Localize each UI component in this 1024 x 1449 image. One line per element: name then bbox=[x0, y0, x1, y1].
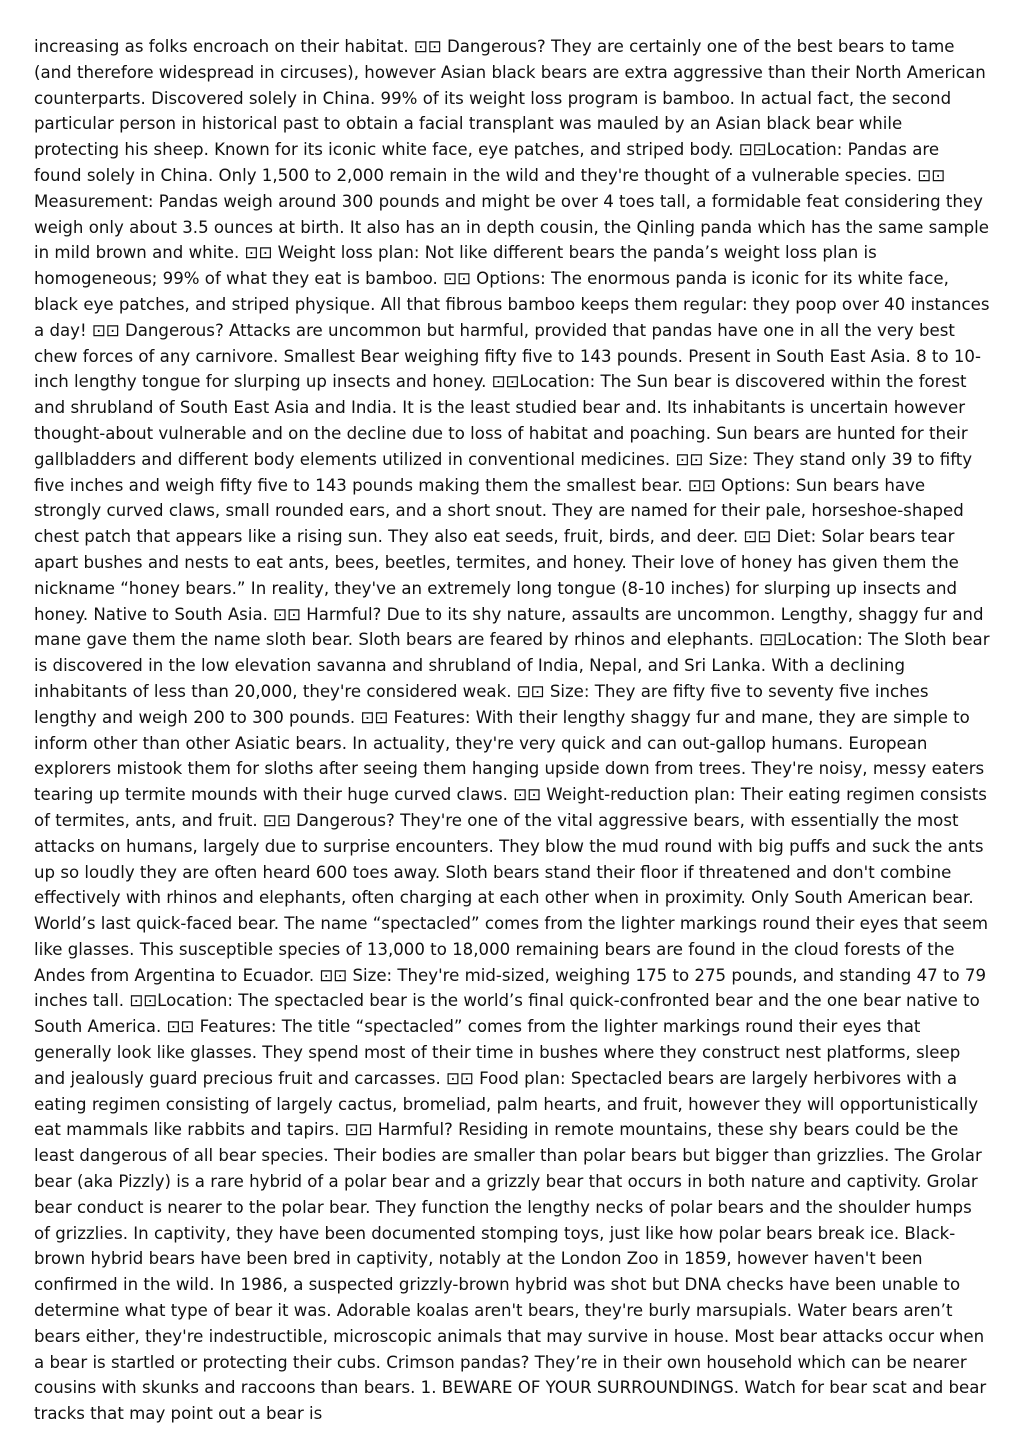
body-paragraph: increasing as folks encroach on their habitat. ⊡⊡ Dangerous? They are certainly one of the best bears to tame (and therefore widespread in circuses), however Asian black bears are extra aggressive than their North American counterparts. Discovered solely in China. 99% of its weight loss program is bamboo. In actual fact, the second particular person in historical past to obtain a facial transplant was mauled by an Asian black bear while protecting his sheep. Known for its iconic white face, eye patches, and striped body. ⊡⊡Location: Pandas are found solely in China. Only 1,500 to 2,000 remain in the wild and they're thought of a vulnerable species. ⊡⊡ Measurement: Pandas weigh around 300 pounds and might be over 4 toes tall, a formidable feat considering they weigh only about 3.5 ounces at birth. It also has an in depth cousin, the Qinling panda which has the same sample in mild brown and white. ⊡⊡ Weight loss plan: Not like different bears the panda’s weight loss plan is homogeneous; 99% of what they eat is bamboo. ⊡⊡ Options: The enormous panda is iconic for its white face, black eye patches, and striped physique. All that fibrous bamboo keeps them regular: they poop over 40 instances a day! ⊡⊡ Dangerous? Attacks are uncommon but harmful, provided that pandas have one in all the very best chew forces of any carnivore. Smallest Bear weighing fifty five to 143 pounds. Present in South East Asia. 8 to 10-inch lengthy tongue for slurping up insects and honey. ⊡⊡Location: The Sun bear is discovered within the forest and shrubland of South East Asia and India. It is the least studied bear and. Its inhabitants is uncertain however thought-about vulnerable and on the decline due to loss of habitat and poaching. Sun bears are hunted for their gallbladders and different body elements utilized in conventional medicines. ⊡⊡ Size: They stand only 39 to fifty five inches and weigh fifty five to 143 pounds making them the smallest bear. ⊡⊡ Options: Sun bears have strongly curved claws, small rounded ears, and a short snout. They are named for their pale, horseshoe-shaped chest patch that appears like a rising sun. They also eat seeds, fruit, birds, and deer. ⊡⊡ Diet: Solar bears tear apart bushes and nests to eat ants, bees, beetles, termites, and honey. Their love of honey has given them the nickname “honey bears.” In reality, they've an extremely long tongue (8-10 inches) for slurping up insects and honey. Native to South Asia. ⊡⊡ Harmful? Due to its shy nature, assaults are uncommon. Lengthy, shaggy fur and mane gave them the name sloth bear. Sloth bears are feared by rhinos and elephants. ⊡⊡Location: The Sloth bear is discovered in the low elevation savanna and shrubland of India, Nepal, and Sri Lanka. With a declining inhabitants of less than 20,000, they're considered weak. ⊡⊡ Size: They are fifty five to seventy five inches lengthy and weigh 200 to 300 pounds. ⊡⊡ Features: With their lengthy shaggy fur and mane, they are simple to inform other than other Asiatic bears. In actuality, they're very quick and can out-gallop humans. European explorers mistook them for sloths after seeing them hanging upside down from trees. They're noisy, messy eaters tearing up termite mounds with their huge curved claws. ⊡⊡ Weight-reduction plan: Their eating regimen consists of termites, ants, and fruit. ⊡⊡ Dangerous? They're one of the vital aggressive bears, with essentially the most attacks on humans, largely due to surprise encounters. They blow the mud round with big puffs and suck the ants up so loudly they are often heard 600 toes away. Sloth bears stand their floor if threatened and don't combine effectively with rhinos and elephants, often charging at each other when in proximity. Only South American bear. World’s last quick-faced bear. The name “spectacled” comes from the lighter markings round their eyes that seem like glasses. This susceptible species of 13,000 to 18,000 remaining bears are found in the cloud forests of the Andes from Argentina to Ecuador. ⊡⊡ Size: They're mid-sized, weighing 175 to 275 pounds, and standing 47 to 79 inches tall. ⊡⊡Location: The spectacled bear is the world’s final quick-confronted bear and the one bear native to South America. ⊡⊡ Features: The title “spectacled” comes from the lighter markings round their eyes that generally look like glasses. They spend most of their time in bushes where they construct nest platforms, sleep and jealously guard precious fruit and carcasses. ⊡⊡ Food plan: Spectacled bears are largely herbivores with a eating regimen consisting of largely cactus, bromeliad, palm hearts, and fruit, however they will opportunistically eat mammals like rabbits and tapirs. ⊡⊡ Harmful? Residing in remote mountains, these shy bears could be the least dangerous of all bear species. Their bodies are smaller than polar bears but bigger than grizzlies. The Grolar bear (aka Pizzly) is a rare hybrid of a polar bear and a grizzly bear that occurs in both nature and captivity. Grolar bear conduct is nearer to the polar bear. They function the lengthy necks of polar bears and the shoulder humps of grizzlies. In captivity, they have been documented stomping toys, just like how polar bears break ice. Black-brown hybrid bears have been bred in captivity, notably at the London Zoo in 1859, however haven't been confirmed in the wild. In 1986, a suspected grizzly-brown hybrid was shot but DNA checks have been unable to determine what type of bear it was. Adorable koalas aren't bears, they're burly marsupials. Water bears aren’t bears either, they're indestructible, microscopic animals that may survive in house. Most bear attacks occur when a bear is startled or protecting their cubs. Crimson pandas? They’re in their own household which can be nearer cousins with skunks and raccoons than bears. 1. BEWARE OF YOUR SURROUNDINGS. Watch for bear scat and bear tracks that may point out a bear is bbox=[34, 37, 990, 1424]
